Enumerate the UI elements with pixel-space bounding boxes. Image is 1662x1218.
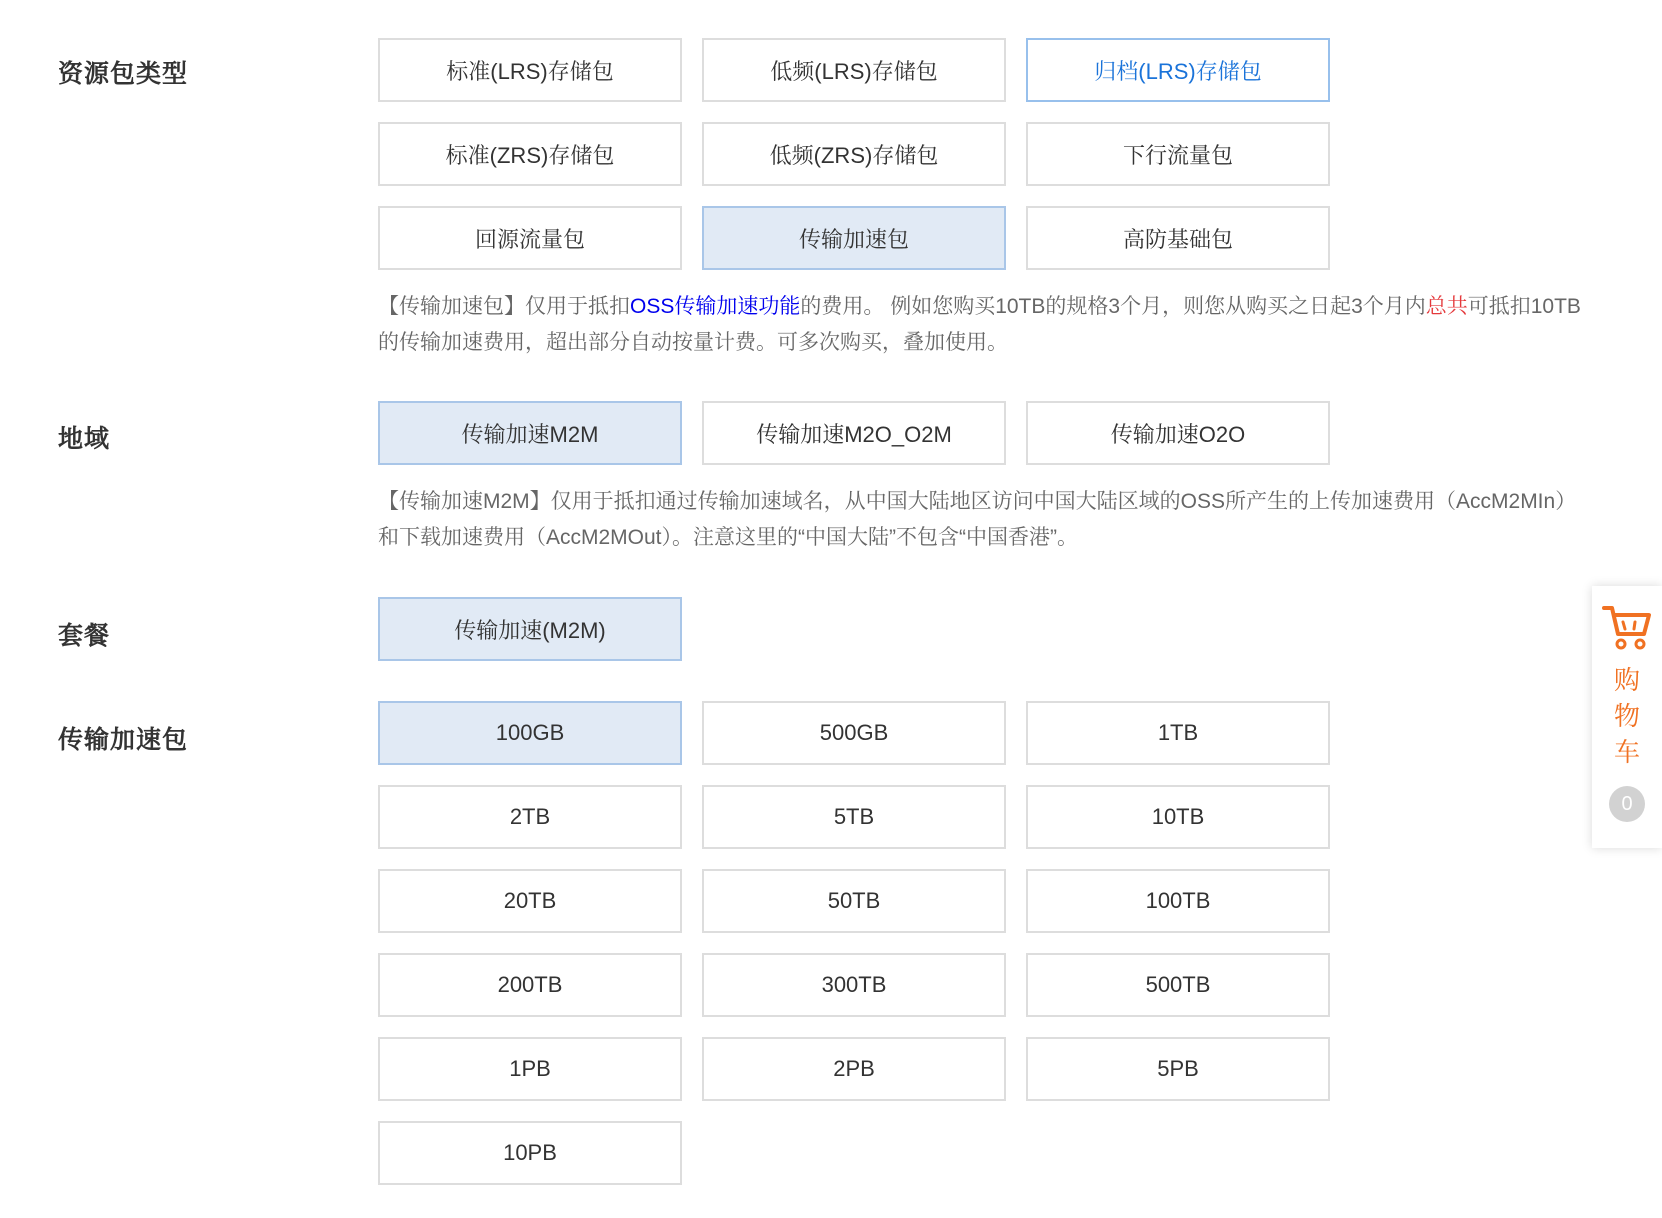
region-description: 【传输加速M2M】仅用于抵扣通过传输加速域名，从中国大陆地区访问中国大陆区域的OSS所产生的上传加速费用（AccM2MIn）和下载加速费用（AccM2MOut）。注意这里的“中国大陆”不包含“中国香港”。 [378,490,1577,549]
resource-type-description [378,289,1593,361]
resource-type-label: 资源包类型 [58,60,189,88]
option-archive-lrs-storage[interactable]: 归档(LRS)存储包 [1026,38,1330,102]
option-standard-zrs-storage[interactable]: 标准(ZRS)存储包 [378,122,682,186]
option-size-100gb[interactable]: 100GB [378,701,682,765]
shopping-cart-icon [1602,602,1652,652]
description-text: 【传输加速包】仅用于抵扣 [378,295,630,318]
option-size-10pb[interactable]: 10PB [378,1121,682,1185]
option-origin-traffic[interactable]: 回源流量包 [378,206,682,270]
option-region-m2o-o2m[interactable]: 传输加速M2O_O2M [702,401,1006,465]
plan-options [378,597,1330,661]
option-size-20tb[interactable]: 20TB [378,869,682,933]
option-region-o2o[interactable]: 传输加速O2O [1026,401,1330,465]
region-label: 地域 [58,425,111,453]
description-text: 可抵扣10TB的传输加速费用，超出部分自动按量计费。可多次购买，叠加使用。 [378,295,1581,354]
option-size-5pb[interactable]: 5PB [1026,1037,1330,1101]
option-size-300tb[interactable]: 300TB [702,953,1006,1017]
option-anti-ddos-basic[interactable]: 高防基础包 [1026,206,1330,270]
option-size-1pb[interactable]: 1PB [378,1037,682,1101]
option-size-2pb[interactable]: 2PB [702,1037,1006,1101]
option-ia-lrs-storage[interactable]: 低频(LRS)存储包 [702,38,1006,102]
oss-transfer-acceleration-link[interactable]: OSS传输加速功能 [630,295,801,318]
option-ia-zrs-storage[interactable]: 低频(ZRS)存储包 [702,122,1006,186]
resource-type-options [378,38,1330,270]
option-size-2tb[interactable]: 2TB [378,785,682,849]
region-options [378,401,1330,465]
option-transfer-acceleration[interactable]: 传输加速包 [702,206,1006,270]
cart-label: 购物车 [1613,665,1640,767]
option-outbound-traffic[interactable]: 下行流量包 [1026,122,1330,186]
option-size-1tb[interactable]: 1TB [1026,701,1330,765]
option-standard-lrs-storage[interactable]: 标准(LRS)存储包 [378,38,682,102]
option-size-10tb[interactable]: 10TB [1026,785,1330,849]
cart-count-badge: 0 [1609,786,1645,822]
package-label: 传输加速包 [58,726,189,754]
shopping-cart-widget[interactable] [1592,586,1662,848]
description-text: 的费用。 例如您购买10TB的规格3个月，则您从购买之日起3个月内 [800,295,1426,318]
option-size-5tb[interactable]: 5TB [702,785,1006,849]
option-size-200tb[interactable]: 200TB [378,953,682,1017]
option-size-500tb[interactable]: 500TB [1026,953,1330,1017]
option-size-500gb[interactable]: 500GB [702,701,1006,765]
option-size-100tb[interactable]: 100TB [1026,869,1330,933]
option-region-m2m[interactable]: 传输加速M2M [378,401,682,465]
package-options [378,701,1330,1185]
plan-label: 套餐 [58,622,111,650]
option-plan-m2m[interactable]: 传输加速(M2M) [378,597,682,661]
description-emphasis: 总共 [1425,295,1468,318]
option-size-50tb[interactable]: 50TB [702,869,1006,933]
